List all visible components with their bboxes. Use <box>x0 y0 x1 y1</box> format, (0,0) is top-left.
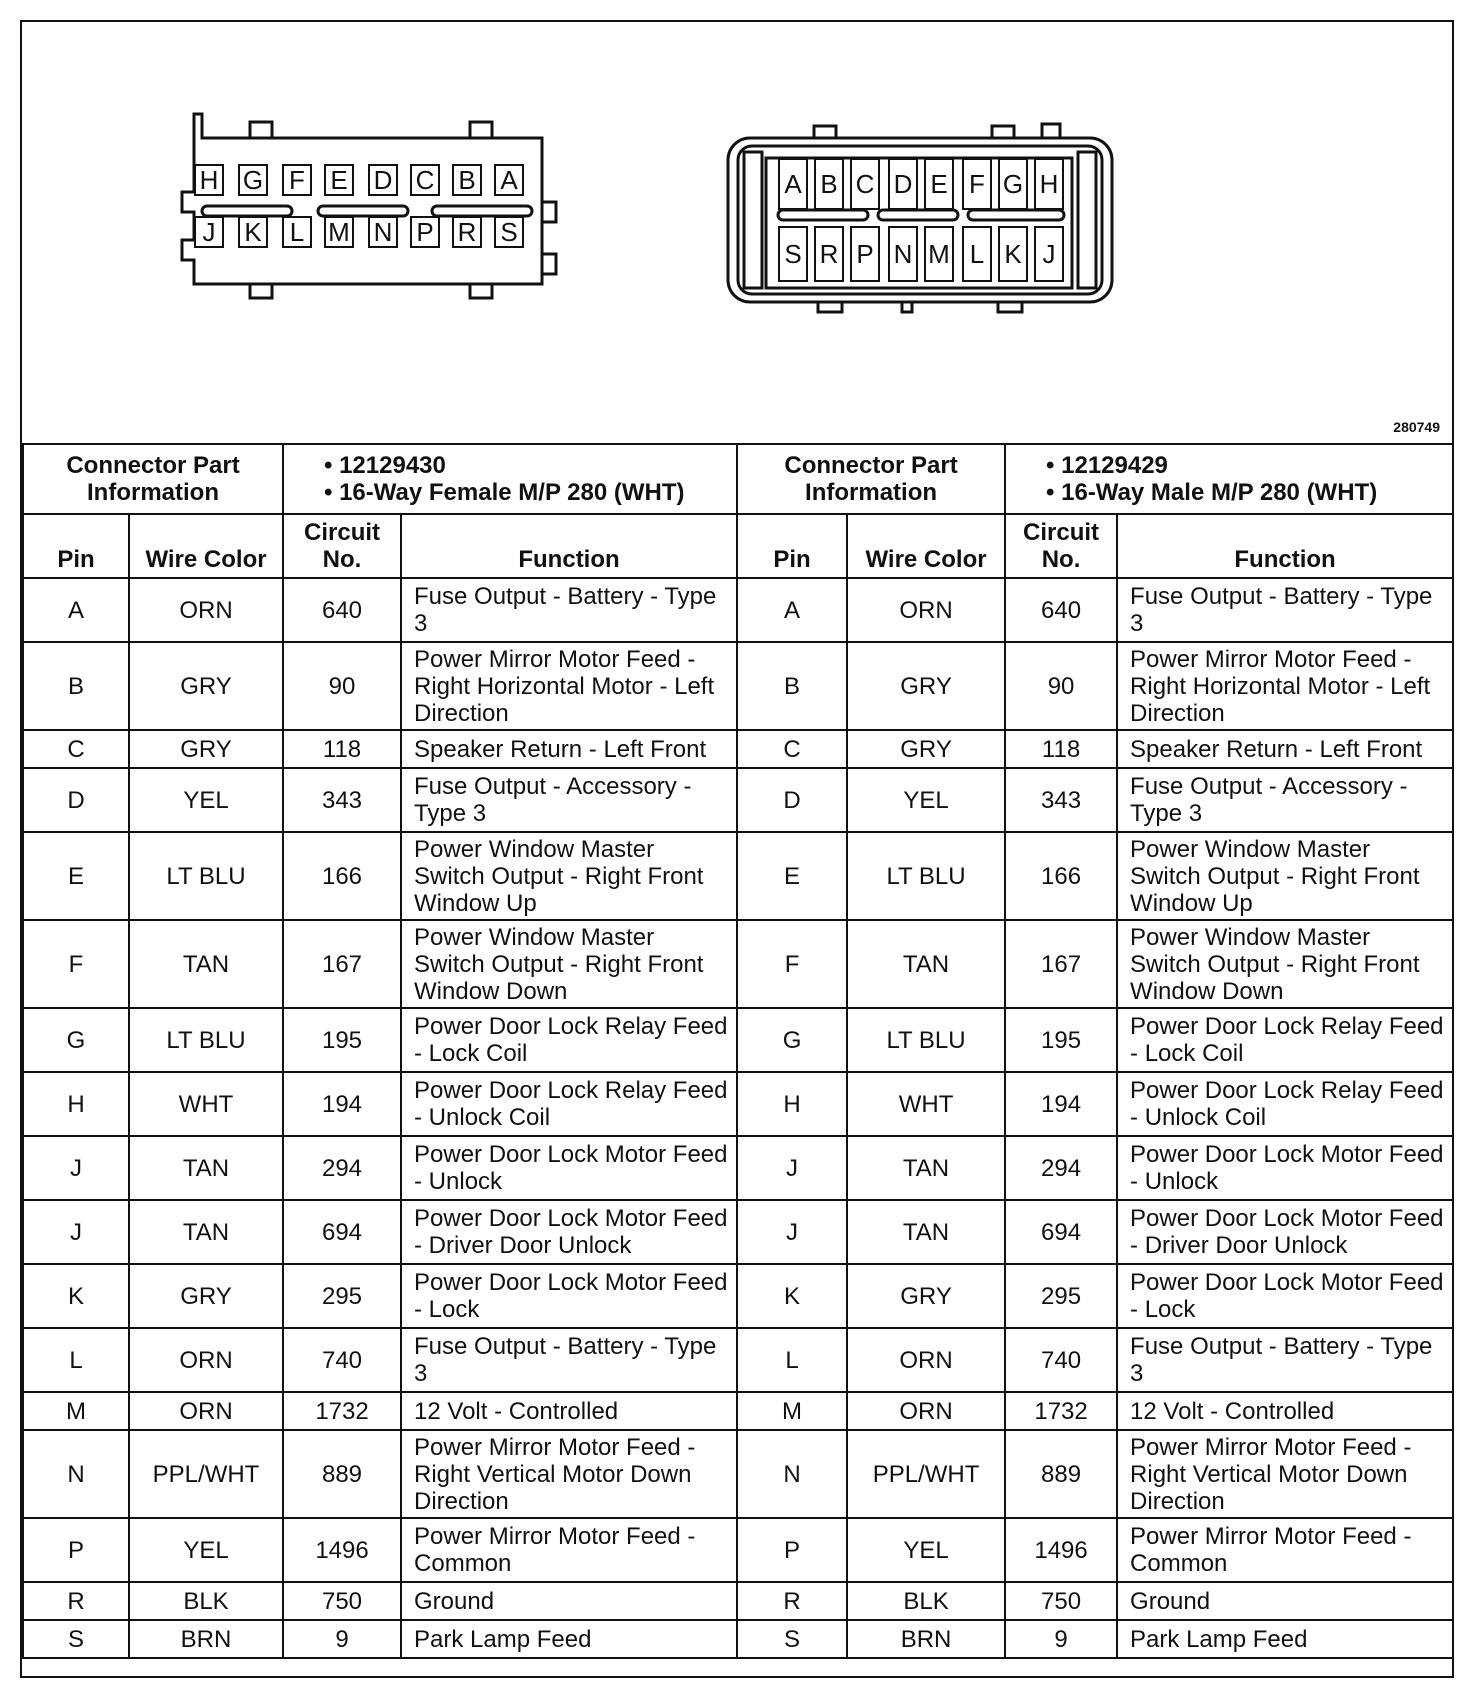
male-pin: G <box>998 158 1028 210</box>
wire-color-cell: LT BLU <box>847 832 1005 920</box>
function-cell: Fuse Output - Accessory - Type 3 <box>401 768 737 832</box>
connector-figure <box>22 22 1452 443</box>
function-cell: Fuse Output - Battery - Type 3 <box>1117 578 1453 642</box>
wire-color-cell: YEL <box>847 1518 1005 1582</box>
circuit-cell: 295 <box>283 1264 401 1328</box>
table-row <box>23 1518 1453 1582</box>
function-cell: Speaker Return - Left Front <box>1117 730 1453 768</box>
col-header-pin: Pin <box>23 514 129 578</box>
col-header-circuit <box>1005 514 1117 578</box>
pin-cell: C <box>737 730 847 768</box>
circuit-cell: 294 <box>283 1136 401 1200</box>
pin-cell: L <box>23 1328 129 1392</box>
pin-cell: F <box>23 920 129 1008</box>
circuit-cell: 750 <box>283 1582 401 1620</box>
male-pin: S <box>778 226 808 282</box>
left-part-number: • 12129430 <box>324 452 446 479</box>
wire-color-cell: WHT <box>129 1072 283 1136</box>
pin-cell: E <box>737 832 847 920</box>
col-header-circuit-l1: Circuit <box>304 519 381 546</box>
right-part-info <box>1005 444 1453 514</box>
wire-color-cell: GRY <box>129 642 283 730</box>
left-part-info <box>283 444 737 514</box>
table-row <box>23 1392 1453 1430</box>
table-row <box>23 768 1453 832</box>
male-pin: A <box>778 158 808 210</box>
pinout-table <box>22 443 1454 1659</box>
circuit-cell: 295 <box>1005 1264 1117 1328</box>
pin-cell: L <box>737 1328 847 1392</box>
wire-color-cell: ORN <box>129 1328 283 1392</box>
function-cell: Power Window Master Switch Output - Right Front Window Up <box>401 832 737 920</box>
wire-color-cell: ORN <box>129 578 283 642</box>
col-header-circuit-l1: Circuit <box>1023 519 1100 546</box>
right-part-desc: • 16-Way Male M/P 280 (WHT) <box>1046 479 1378 506</box>
female-pin: H <box>194 164 224 196</box>
wire-color-cell: TAN <box>847 1136 1005 1200</box>
pin-cell: H <box>23 1072 129 1136</box>
circuit-cell: 1496 <box>283 1518 401 1582</box>
male-pin: F <box>962 158 992 210</box>
function-cell: 12 Volt - Controlled <box>401 1392 737 1430</box>
col-header-wire-color: Wire Color <box>847 514 1005 578</box>
wire-color-cell: BLK <box>129 1582 283 1620</box>
pin-cell: R <box>23 1582 129 1620</box>
pin-cell: P <box>737 1518 847 1582</box>
circuit-cell: 9 <box>283 1620 401 1658</box>
female-pin: A <box>494 164 524 196</box>
circuit-cell: 1732 <box>1005 1392 1117 1430</box>
table-row <box>23 1582 1453 1620</box>
wire-color-cell: TAN <box>847 920 1005 1008</box>
wire-color-cell: GRY <box>847 1264 1005 1328</box>
circuit-cell: 740 <box>283 1328 401 1392</box>
pin-cell: S <box>23 1620 129 1658</box>
circuit-cell: 166 <box>1005 832 1117 920</box>
function-cell: Park Lamp Feed <box>1117 1620 1453 1658</box>
connector-sheet <box>20 20 1454 1678</box>
function-cell: Power Door Lock Relay Feed - Lock Coil <box>1117 1008 1453 1072</box>
male-pin: M <box>924 226 954 282</box>
wire-color-cell: YEL <box>847 768 1005 832</box>
pin-cell: D <box>23 768 129 832</box>
function-cell: Power Window Master Switch Output - Right Front Window Down <box>401 920 737 1008</box>
male-connector <box>22 22 1222 322</box>
function-cell: Speaker Return - Left Front <box>401 730 737 768</box>
table-row <box>23 1264 1453 1328</box>
function-cell: Fuse Output - Battery - Type 3 <box>401 1328 737 1392</box>
circuit-cell: 889 <box>283 1430 401 1518</box>
circuit-cell: 640 <box>1005 578 1117 642</box>
pin-cell: E <box>23 832 129 920</box>
col-header-function: Function <box>1117 514 1453 578</box>
wire-color-cell: TAN <box>129 1136 283 1200</box>
pin-cell: J <box>737 1200 847 1264</box>
function-cell: Power Door Lock Motor Feed - Lock <box>1117 1264 1453 1328</box>
pin-cell: A <box>23 578 129 642</box>
function-cell: Ground <box>1117 1582 1453 1620</box>
function-cell: Power Door Lock Relay Feed - Lock Coil <box>401 1008 737 1072</box>
left-part-desc: • 16-Way Female M/P 280 (WHT) <box>324 479 685 506</box>
wire-color-cell: TAN <box>129 920 283 1008</box>
table-row <box>23 832 1453 920</box>
pin-cell: B <box>737 642 847 730</box>
function-cell: Power Mirror Motor Feed - Right Vertical Motor Down Direction <box>401 1430 737 1518</box>
table-row <box>23 1136 1453 1200</box>
pin-cell: S <box>737 1620 847 1658</box>
function-cell: Power Mirror Motor Feed - Right Vertical Motor Down Direction <box>1117 1430 1453 1518</box>
table-row <box>23 1200 1453 1264</box>
circuit-cell: 294 <box>1005 1136 1117 1200</box>
circuit-cell: 118 <box>1005 730 1117 768</box>
table-row <box>23 1328 1453 1392</box>
male-pin: B <box>814 158 844 210</box>
male-pin: J <box>1034 226 1064 282</box>
pin-cell: D <box>737 768 847 832</box>
female-pin: L <box>282 216 312 248</box>
wire-color-cell: YEL <box>129 768 283 832</box>
pin-cell: F <box>737 920 847 1008</box>
female-pin: B <box>452 164 482 196</box>
wire-color-cell: GRY <box>129 1264 283 1328</box>
wire-color-cell: ORN <box>129 1392 283 1430</box>
pin-cell: H <box>737 1072 847 1136</box>
function-cell: Power Mirror Motor Feed - Common <box>401 1518 737 1582</box>
female-pin: F <box>282 164 312 196</box>
left-part-label: Connector Part Information <box>23 444 283 514</box>
male-pin: C <box>850 158 880 210</box>
circuit-cell: 640 <box>283 578 401 642</box>
male-pin: E <box>924 158 954 210</box>
male-pin: L <box>962 226 992 282</box>
function-cell: Power Door Lock Relay Feed - Unlock Coil <box>1117 1072 1453 1136</box>
circuit-cell: 90 <box>283 642 401 730</box>
circuit-cell: 694 <box>1005 1200 1117 1264</box>
col-header-circuit-l2: No. <box>322 546 362 573</box>
circuit-cell: 694 <box>283 1200 401 1264</box>
male-pin: D <box>888 158 918 210</box>
column-header-row <box>23 514 1453 578</box>
female-pin: P <box>410 216 440 248</box>
function-cell: Power Window Master Switch Output - Right Front Window Down <box>1117 920 1453 1008</box>
male-pin: H <box>1034 158 1064 210</box>
col-header-wire-color: Wire Color <box>129 514 283 578</box>
function-cell: Fuse Output - Accessory - Type 3 <box>1117 768 1453 832</box>
pin-cell: B <box>23 642 129 730</box>
function-cell: Power Mirror Motor Feed - Right Horizontal Motor - Left Direction <box>401 642 737 730</box>
circuit-cell: 194 <box>1005 1072 1117 1136</box>
circuit-cell: 195 <box>283 1008 401 1072</box>
table-row <box>23 1008 1453 1072</box>
pin-cell: M <box>737 1392 847 1430</box>
wire-color-cell: TAN <box>129 1200 283 1264</box>
function-cell: Fuse Output - Battery - Type 3 <box>1117 1328 1453 1392</box>
wire-color-cell: GRY <box>847 730 1005 768</box>
col-header-circuit-l2: No. <box>1041 546 1081 573</box>
female-pin: N <box>368 216 398 248</box>
wire-color-cell: PPL/WHT <box>129 1430 283 1518</box>
function-cell: Park Lamp Feed <box>401 1620 737 1658</box>
pin-cell: K <box>23 1264 129 1328</box>
wire-color-cell: ORN <box>847 1392 1005 1430</box>
wire-color-cell: ORN <box>847 1328 1005 1392</box>
circuit-cell: 195 <box>1005 1008 1117 1072</box>
figure-id: 280749 <box>1393 419 1440 435</box>
wire-color-cell: TAN <box>847 1200 1005 1264</box>
circuit-cell: 740 <box>1005 1328 1117 1392</box>
pin-cell: G <box>737 1008 847 1072</box>
female-pin: C <box>410 164 440 196</box>
table-row <box>23 578 1453 642</box>
function-cell: Power Mirror Motor Feed - Right Horizontal Motor - Left Direction <box>1117 642 1453 730</box>
female-pin: M <box>324 216 354 248</box>
function-cell: Power Door Lock Motor Feed - Unlock <box>401 1136 737 1200</box>
wire-color-cell: PPL/WHT <box>847 1430 1005 1518</box>
wire-color-cell: LT BLU <box>129 832 283 920</box>
function-cell: Power Mirror Motor Feed - Common <box>1117 1518 1453 1582</box>
wire-color-cell: ORN <box>847 578 1005 642</box>
circuit-cell: 166 <box>283 832 401 920</box>
male-pin: R <box>814 226 844 282</box>
function-cell: Power Door Lock Motor Feed - Lock <box>401 1264 737 1328</box>
wire-color-cell: BRN <box>129 1620 283 1658</box>
circuit-cell: 889 <box>1005 1430 1117 1518</box>
pin-cell: P <box>23 1518 129 1582</box>
female-pin: G <box>238 164 268 196</box>
female-pin: J <box>194 216 224 248</box>
table-row <box>23 730 1453 768</box>
function-cell: 12 Volt - Controlled <box>1117 1392 1453 1430</box>
circuit-cell: 750 <box>1005 1582 1117 1620</box>
male-pin: N <box>888 226 918 282</box>
circuit-cell: 1496 <box>1005 1518 1117 1582</box>
right-part-number: • 12129429 <box>1046 452 1168 479</box>
function-cell: Power Door Lock Relay Feed - Unlock Coil <box>401 1072 737 1136</box>
circuit-cell: 194 <box>283 1072 401 1136</box>
wire-color-cell: WHT <box>847 1072 1005 1136</box>
female-pin: K <box>238 216 268 248</box>
wire-color-cell: GRY <box>129 730 283 768</box>
table-row <box>23 642 1453 730</box>
part-info-row <box>23 444 1453 514</box>
circuit-cell: 167 <box>1005 920 1117 1008</box>
right-part-label: Connector Part Information <box>737 444 1005 514</box>
wire-color-cell: LT BLU <box>129 1008 283 1072</box>
pin-cell: N <box>737 1430 847 1518</box>
wire-color-cell: YEL <box>129 1518 283 1582</box>
function-cell: Power Door Lock Motor Feed - Driver Door Unlock <box>401 1200 737 1264</box>
wire-color-cell: LT BLU <box>847 1008 1005 1072</box>
col-header-circuit <box>283 514 401 578</box>
table-row <box>23 1072 1453 1136</box>
pin-cell: M <box>23 1392 129 1430</box>
pin-cell: R <box>737 1582 847 1620</box>
function-cell: Power Door Lock Motor Feed - Unlock <box>1117 1136 1453 1200</box>
function-cell: Fuse Output - Battery - Type 3 <box>401 578 737 642</box>
female-pin: R <box>452 216 482 248</box>
wire-color-cell: GRY <box>847 642 1005 730</box>
female-pin: S <box>494 216 524 248</box>
pin-cell: C <box>23 730 129 768</box>
female-pin: D <box>368 164 398 196</box>
circuit-cell: 167 <box>283 920 401 1008</box>
circuit-cell: 118 <box>283 730 401 768</box>
col-header-function: Function <box>401 514 737 578</box>
pin-cell: G <box>23 1008 129 1072</box>
circuit-cell: 90 <box>1005 642 1117 730</box>
male-pin: K <box>998 226 1028 282</box>
function-cell: Power Window Master Switch Output - Right Front Window Up <box>1117 832 1453 920</box>
circuit-cell: 1732 <box>283 1392 401 1430</box>
table-row <box>23 920 1453 1008</box>
male-pin: P <box>850 226 880 282</box>
wire-color-cell: BLK <box>847 1582 1005 1620</box>
pin-cell: N <box>23 1430 129 1518</box>
table-row <box>23 1430 1453 1518</box>
circuit-cell: 343 <box>1005 768 1117 832</box>
pin-cell: A <box>737 578 847 642</box>
function-cell: Power Door Lock Motor Feed - Driver Door Unlock <box>1117 1200 1453 1264</box>
table-row <box>23 1620 1453 1658</box>
circuit-cell: 9 <box>1005 1620 1117 1658</box>
pin-cell: K <box>737 1264 847 1328</box>
circuit-cell: 343 <box>283 768 401 832</box>
pin-cell: J <box>737 1136 847 1200</box>
female-pin: E <box>324 164 354 196</box>
col-header-pin: Pin <box>737 514 847 578</box>
pin-cell: J <box>23 1136 129 1200</box>
wire-color-cell: BRN <box>847 1620 1005 1658</box>
function-cell: Ground <box>401 1582 737 1620</box>
pin-cell: J <box>23 1200 129 1264</box>
